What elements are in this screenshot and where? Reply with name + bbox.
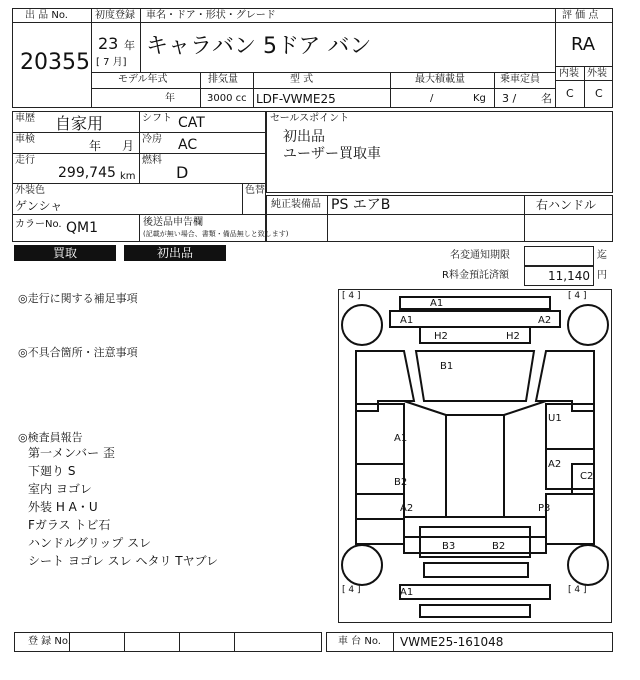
eval-label: 評 価 点 — [562, 10, 599, 21]
mark-windshield: B1 — [440, 361, 454, 372]
name-change-label: 名変通知期限 — [450, 250, 510, 261]
mark-hood-left: A1 — [400, 315, 414, 326]
displacement-value: 3000 cc — [207, 93, 247, 104]
equipment-value: PS エアB — [331, 197, 391, 213]
type-header: 型 式 — [290, 74, 314, 85]
first-reg-month: [ 7 月] — [96, 57, 127, 68]
mark-back-left: B3 — [442, 541, 456, 552]
wheel-rear-right — [568, 545, 608, 585]
mark-right-front-door: U1 — [548, 413, 562, 424]
model-name: キャラバン 5ドア バン — [146, 34, 372, 59]
driving-remarks-label: ◎走行に関する補足事項 — [18, 292, 138, 305]
displacement-header: 排気量 — [208, 74, 238, 85]
mark-left-rear: A2 — [400, 503, 414, 514]
sales-point-line-2: ユーザー買取車 — [283, 146, 381, 162]
recycle-label: R料金預託済額 — [442, 270, 509, 281]
exterior-label: 外装 — [587, 68, 607, 79]
max-load-slash: / — [430, 93, 434, 104]
ac-value: AC — [178, 137, 198, 153]
interior-label: 内装 — [559, 68, 579, 79]
defects-label: ◎不具合箇所・注意事項 — [18, 346, 138, 359]
sales-point-label: セールスポイント — [270, 113, 350, 124]
corner-label-tr: [ 4 ] — [568, 291, 587, 301]
mark-front-bumper: A1 — [430, 298, 444, 309]
color-value: ゲンシャ — [15, 199, 63, 213]
year-unit: 年 — [124, 39, 135, 52]
model-label: 車名・ドア・形状・グレード — [146, 10, 276, 21]
mileage-label: 走行 — [15, 155, 35, 166]
chassis-number: VWME25-161048 — [400, 635, 504, 649]
type-value: LDF-VWME25 — [256, 92, 336, 106]
capacity-value: 3 / — [502, 92, 517, 105]
mark-right-slide: A2 — [548, 459, 562, 470]
lot-number: 20355 — [20, 50, 90, 75]
first-listing-tag: 初出品 — [124, 245, 226, 261]
mark-right-rear-quarter: C2 — [580, 471, 594, 482]
model-year-value: 年 — [165, 93, 175, 104]
registration-label: 登 録 No. — [28, 636, 71, 647]
mark-h2-left: H2 — [434, 331, 448, 342]
vehicle-diagram — [338, 289, 612, 623]
mark-right-rear: P3 — [538, 503, 551, 514]
fuel-value: D — [176, 163, 189, 182]
shift-value: CAT — [178, 115, 205, 131]
name-change-field — [524, 246, 594, 266]
mark-left-slide: B2 — [394, 477, 408, 488]
corner-label-bl: [ 4 ] — [342, 585, 361, 595]
max-load-unit: Kg — [473, 93, 486, 104]
docs-note: (記載が無い場合、書類・備品無しと致します) — [143, 230, 289, 238]
wheel-front-left — [342, 305, 382, 345]
ac-label: 冷房 — [142, 134, 162, 145]
shift-label: シフト — [142, 113, 172, 124]
capacity-unit: 名 — [541, 92, 552, 105]
model-year-header: モデル年式 — [118, 74, 168, 85]
purchase-tag: 買取 — [14, 245, 116, 261]
eval-score: RA — [571, 34, 596, 55]
capacity-header: 乗車定員 — [500, 74, 540, 85]
color-change-label: 色替 — [245, 185, 265, 196]
inspector-line-2: 下廻り S — [28, 464, 76, 478]
inspector-line-1: 第一メンバー 歪 — [28, 446, 115, 460]
history-value: 自家用 — [55, 114, 104, 133]
inspector-line-5: Fガラス トビ石 — [28, 518, 111, 532]
exterior-grade: C — [595, 87, 603, 100]
history-label: 車歴 — [15, 113, 35, 124]
wheel-front-right — [568, 305, 608, 345]
recycle-unit: 円 — [597, 270, 607, 281]
first-reg-label: 初度登録 — [95, 10, 135, 21]
inspector-line-7: シート ヨゴレ スレ ヘタリ Tヤブレ — [28, 554, 219, 568]
fuel-label: 燃料 — [142, 155, 162, 166]
color-no-value: QM1 — [66, 220, 99, 236]
inspector-line-4: 外装 H A・U — [28, 500, 98, 514]
inspection-month: 月 — [122, 139, 135, 153]
mark-h2-right: H2 — [506, 331, 520, 342]
inspector-label: ◎検査員報告 — [18, 431, 83, 444]
recycle-value: 11,140 — [548, 269, 590, 283]
steering-value: 右ハンドル — [536, 198, 597, 212]
first-reg-year: 23 — [98, 34, 119, 53]
inspector-line-3: 室内 ヨゴレ — [28, 482, 92, 496]
sales-point-line-1: 初出品 — [283, 129, 325, 145]
name-change-unit: 迄 — [597, 250, 607, 261]
mileage-unit: km — [120, 171, 136, 182]
inspector-line-6: ハンドルグリップ スレ — [28, 536, 152, 550]
docs-label: 後送品申告欄 — [143, 217, 203, 228]
mark-hood-right: A2 — [538, 315, 552, 326]
mileage-value: 299,745 — [58, 165, 116, 181]
lot-label: 出 品 No. — [25, 10, 68, 21]
max-load-header: 最大積載量 — [415, 74, 465, 85]
interior-grade: C — [566, 87, 574, 100]
corner-label-tl: [ 4 ] — [342, 291, 361, 301]
color-label: 外装色 — [15, 185, 45, 196]
mark-back-right: B2 — [492, 541, 506, 552]
chassis-label: 車 台 No. — [338, 636, 381, 647]
corner-label-br: [ 4 ] — [568, 585, 587, 595]
color-no-label: カラーNo. — [15, 219, 62, 230]
inspection-year: 年 — [89, 139, 102, 153]
equipment-label: 純正装備品 — [271, 199, 321, 210]
inspection-label: 車検 — [15, 134, 35, 145]
mark-left-front-door: A1 — [394, 433, 408, 444]
mark-rear-bumper: A1 — [400, 587, 414, 598]
wheel-rear-left — [342, 545, 382, 585]
